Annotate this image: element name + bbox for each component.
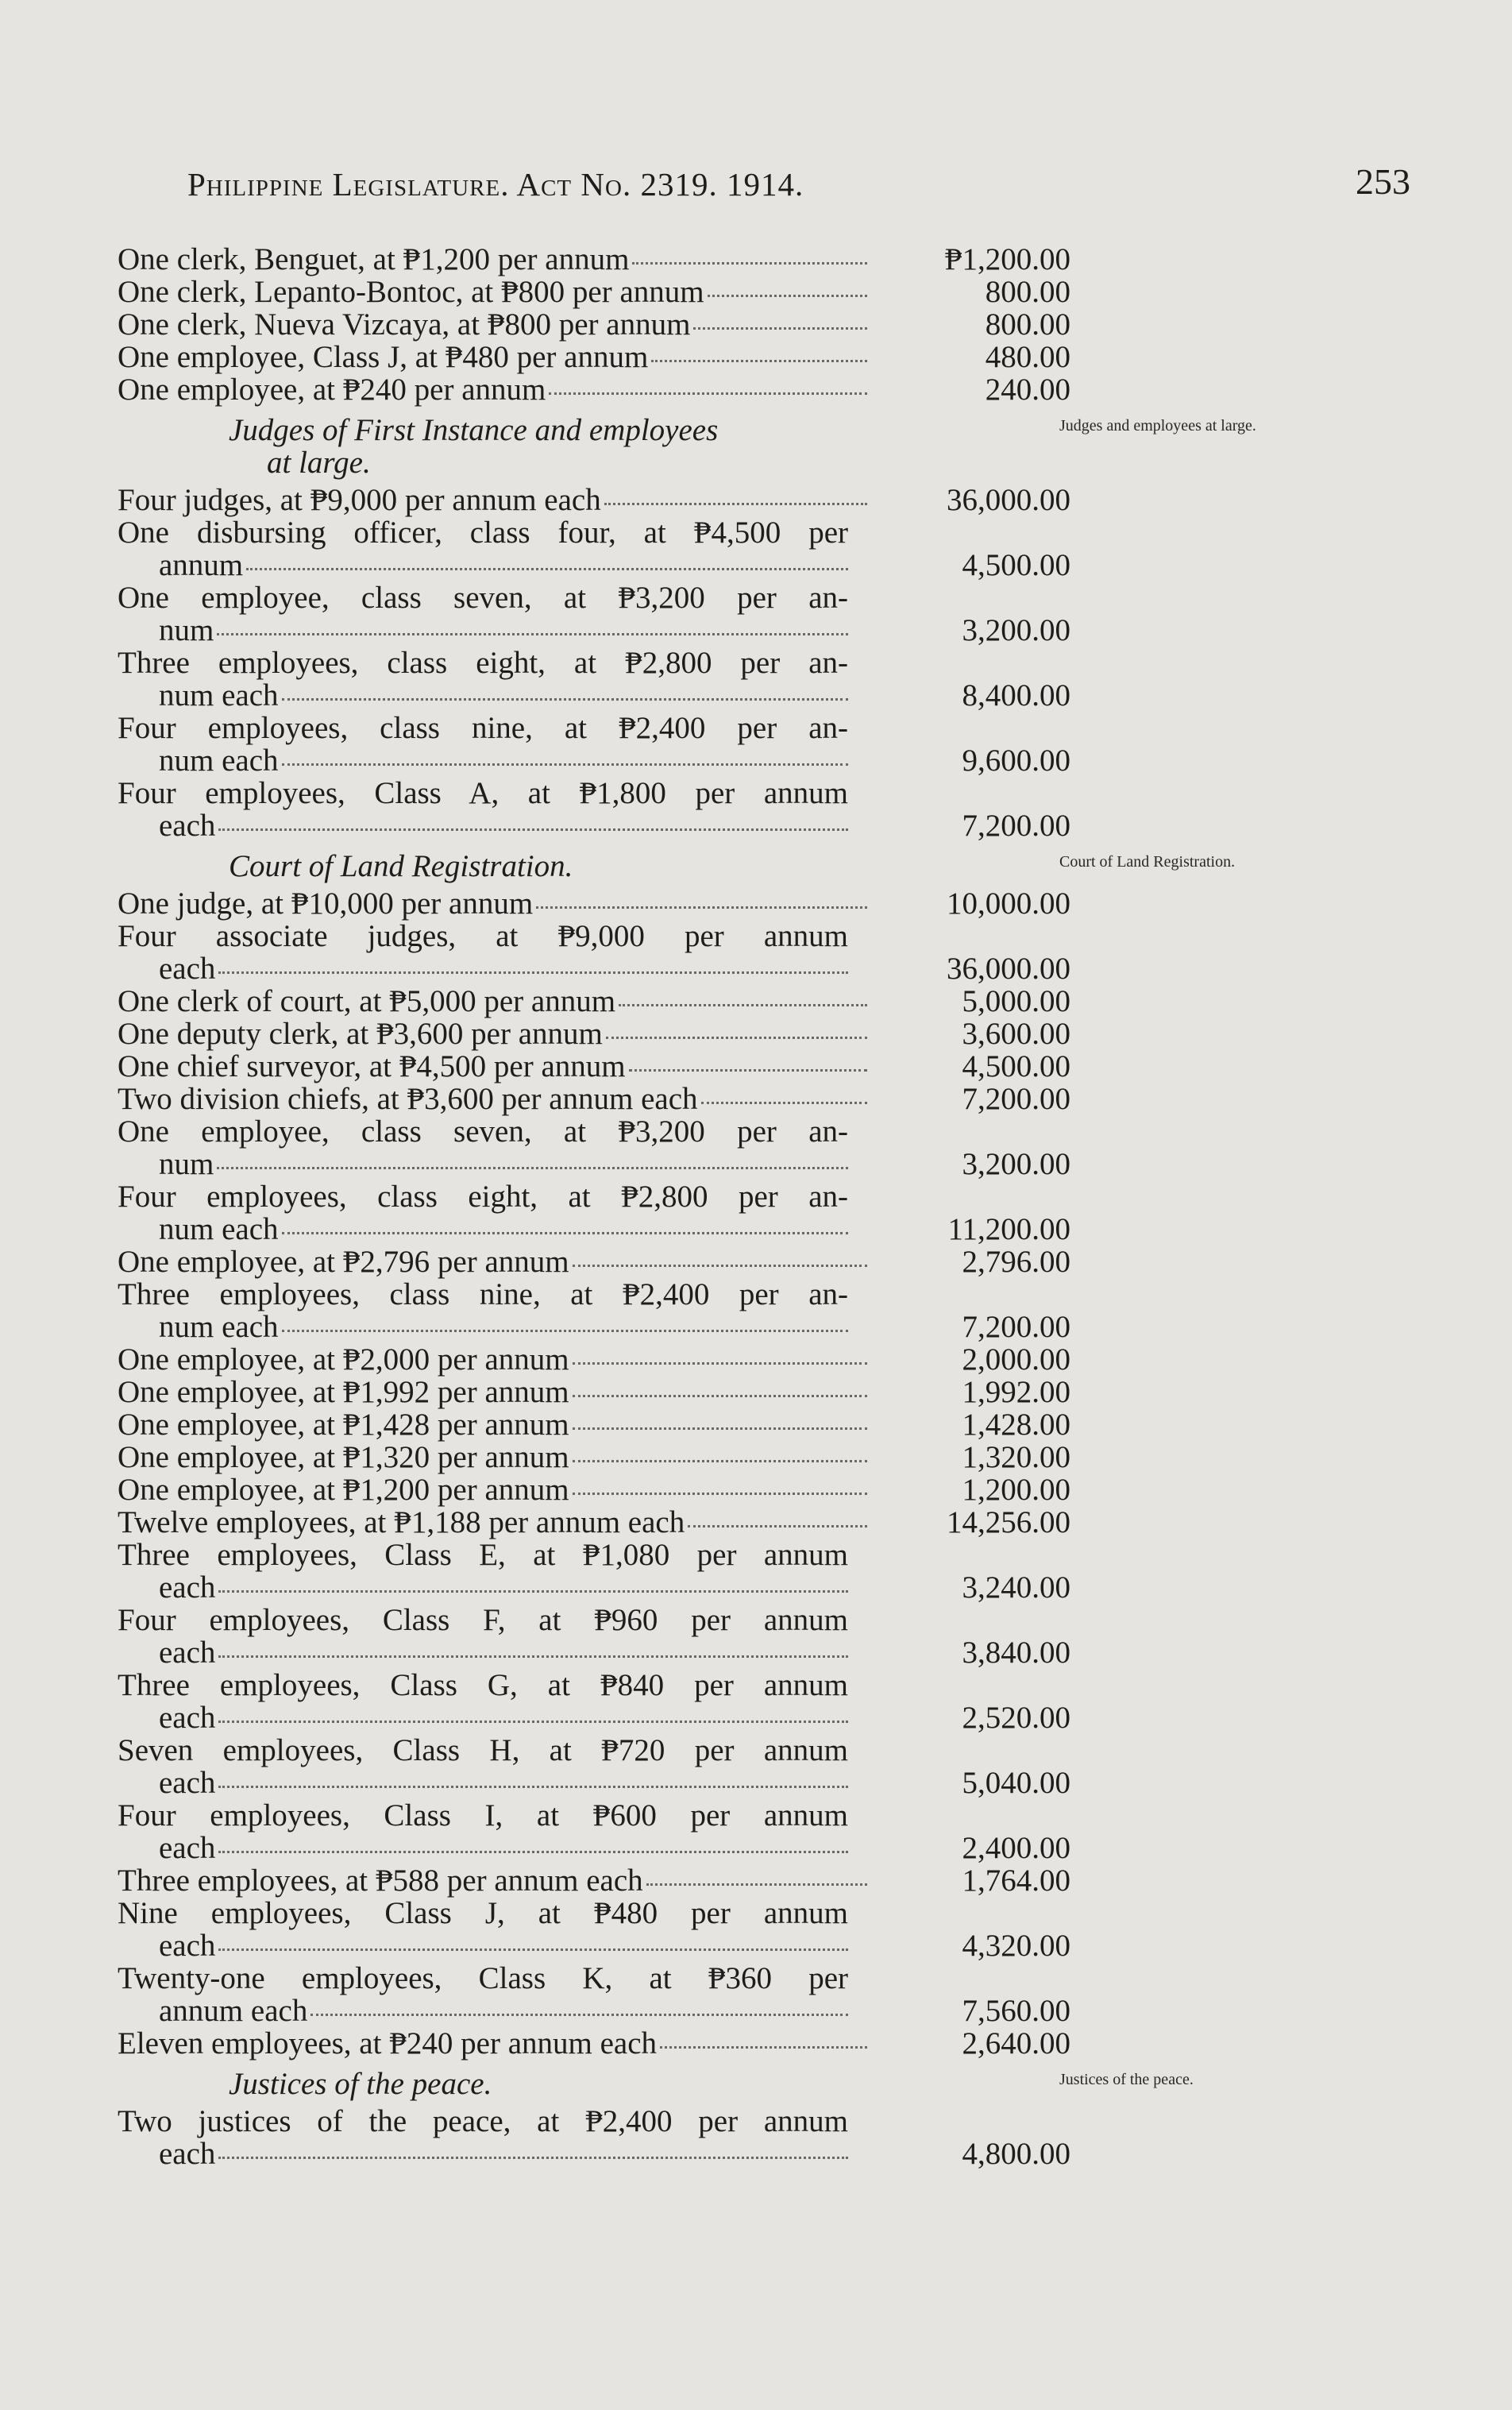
item-description-continued [159, 1213, 848, 1246]
dot-leader [573, 1395, 867, 1397]
item-description: Three employees, class nine, at ₱2,400 per an- [118, 1277, 848, 1311]
dot-leader [549, 392, 867, 395]
dot-leader [606, 1037, 867, 1039]
dot-leader [693, 327, 867, 330]
item-amount: 800.00 [985, 307, 1070, 342]
item-description: One clerk, Nueva Vizcaya, at ₱800 per annum [118, 307, 691, 342]
item-amount: 2,796.00 [962, 1245, 1070, 1279]
item-description-continued [159, 1995, 848, 2027]
item-amount: 36,000.00 [947, 952, 1070, 986]
item-description-end: each [159, 1766, 216, 1800]
item-description: One clerk, Lepanto-Bontoc, at ₱800 per annum [118, 275, 704, 309]
dot-leader [573, 1427, 867, 1430]
item-description: Four employees, Class F, at ₱960 per annum [118, 1603, 848, 1637]
line-item [118, 1115, 1070, 1180]
item-description-end: each [159, 952, 216, 986]
item-description: Two justices of the peace, at ₱2,400 per annum [118, 2104, 848, 2138]
running-header [187, 161, 1410, 213]
item-description: Four employees, class eight, at ₱2,800 per an- [118, 1180, 848, 1214]
section-heading-line: at large. [267, 446, 371, 480]
item-description: One employee, at ₱2,000 per annum [118, 1342, 569, 1377]
item-amount: 5,000.00 [962, 984, 1070, 1018]
item-description: Eleven employees, at ₱240 per annum each [118, 2026, 658, 2060]
line-item [118, 484, 1070, 516]
item-amount: 5,040.00 [962, 1766, 1070, 1800]
item-description-end: num each [159, 743, 279, 778]
dot-leader [217, 633, 848, 635]
line-item [118, 1473, 1070, 1506]
line-item [118, 1897, 1070, 1962]
line-item [118, 1408, 1070, 1441]
item-description-continued [159, 549, 848, 581]
dot-leader [282, 763, 848, 766]
item-description: Four employees, class nine, at ₱2,400 per an- [118, 711, 848, 745]
item-description: One employee, at ₱2,796 per annum [118, 1245, 569, 1279]
line-item [118, 712, 1070, 777]
dot-leader [218, 1655, 848, 1658]
line-item [118, 1669, 1070, 1734]
page-number: 253 [1356, 161, 1410, 202]
item-description: One employee, at ₱1,428 per annum [118, 1408, 569, 1442]
item-description-end: annum each [159, 1994, 308, 2028]
line-item [118, 1734, 1070, 1799]
section [118, 2068, 1070, 2170]
item-amount: 800.00 [985, 275, 1070, 309]
item-description: Three employees, class eight, at ₱2,800 per an- [118, 646, 848, 680]
item-amount: 4,320.00 [962, 1929, 1070, 1963]
item-amount: 3,200.00 [962, 1147, 1070, 1181]
item-description: Four employees, Class A, at ₱1,800 per annum [118, 776, 848, 810]
line-item [118, 2027, 1070, 2060]
item-description: Four judges, at ₱9,000 per annum each [118, 483, 601, 517]
section-heading-line: Judges of First Instance and employees [229, 413, 719, 447]
item-description-continued [159, 1571, 848, 1604]
dot-leader [632, 262, 867, 265]
item-description-continued [159, 1929, 848, 1962]
item-description-continued [159, 614, 848, 647]
item-description: Twenty-one employees, Class K, at ₱360 per [118, 1961, 848, 1995]
line-item [118, 1376, 1070, 1408]
item-description-end: num each [159, 678, 279, 713]
item-amount: 14,256.00 [947, 1505, 1070, 1539]
item-description: Three employees, Class G, at ₱840 per annum [118, 1668, 848, 1702]
item-description: One employee, at ₱1,200 per annum [118, 1473, 569, 1507]
item-amount: 1,992.00 [962, 1375, 1070, 1409]
item-description: One employee, class seven, at ₱3,200 per an- [118, 1114, 848, 1149]
item-amount: 7,200.00 [962, 809, 1070, 843]
item-description: One judge, at ₱10,000 per annum [118, 886, 534, 921]
margin-note: Judges and employees at large. [1059, 417, 1256, 434]
item-amount: 3,200.00 [962, 613, 1070, 647]
item-amount: 3,840.00 [962, 1636, 1070, 1670]
dot-leader [688, 1525, 867, 1527]
item-amount: 2,520.00 [962, 1701, 1070, 1735]
item-description: One disbursing officer, class four, at ₱4,500 per [118, 516, 848, 550]
dot-leader [218, 1786, 848, 1788]
item-description-continued [159, 1832, 848, 1864]
section-heading [118, 850, 1070, 883]
dot-leader [218, 828, 848, 831]
dot-leader [604, 503, 867, 505]
item-amount: 7,560.00 [962, 1994, 1070, 2028]
item-description-end: num [159, 613, 214, 647]
section [118, 850, 1070, 2060]
item-description-end: each [159, 1929, 216, 1963]
item-amount: 1,428.00 [962, 1408, 1070, 1442]
item-description-continued [159, 2138, 848, 2170]
line-item [118, 1799, 1070, 1864]
item-description-continued [159, 1311, 848, 1343]
line-item [118, 1506, 1070, 1539]
item-description-end: num each [159, 1310, 279, 1344]
item-description-end: each [159, 2137, 216, 2171]
line-item [118, 1864, 1070, 1897]
dot-leader [282, 1330, 848, 1332]
dot-leader [573, 1362, 867, 1365]
line-item [118, 1441, 1070, 1473]
line-item [118, 373, 1070, 406]
dot-leader [282, 1232, 848, 1234]
dot-leader [629, 1069, 867, 1072]
item-description: Nine employees, Class J, at ₱480 per annum [118, 1896, 848, 1930]
item-amount: 8,400.00 [962, 678, 1070, 713]
dot-leader [660, 2046, 867, 2049]
line-item [118, 887, 1070, 920]
dot-leader [218, 1851, 848, 1853]
item-description-end: each [159, 1570, 216, 1605]
item-amount: 1,320.00 [962, 1440, 1070, 1474]
header-title: Philippine Legislature. Act No. 2319. 1914. [187, 166, 804, 203]
section [118, 414, 1070, 842]
item-description-continued [159, 1148, 848, 1180]
item-description-end: num [159, 1147, 214, 1181]
item-amount: 2,000.00 [962, 1342, 1070, 1377]
item-description-continued [159, 1636, 848, 1669]
item-description-continued [159, 952, 848, 985]
dot-leader [573, 1265, 867, 1267]
item-description-continued [159, 809, 848, 842]
item-description: Three employees, at ₱588 per annum each [118, 1864, 643, 1898]
item-description-end: annum [159, 548, 244, 582]
item-amount: 480.00 [985, 340, 1070, 374]
item-amount: 4,500.00 [962, 548, 1070, 582]
dot-leader [646, 1883, 867, 1886]
line-item [118, 1018, 1070, 1050]
item-description: One chief surveyor, at ₱4,500 per annum [118, 1049, 626, 1083]
item-amount: 9,600.00 [962, 743, 1070, 778]
appropriation-list [118, 243, 1070, 2170]
item-description: Two division chiefs, at ₱3,600 per annum each [118, 1082, 698, 1116]
dot-leader [619, 1004, 867, 1006]
dot-leader [282, 698, 848, 701]
line-item [118, 341, 1070, 373]
margin-note: Justices of the peace. [1059, 2071, 1194, 2088]
line-item [118, 2105, 1070, 2170]
dot-leader [218, 1948, 848, 1951]
item-amount: 11,200.00 [947, 1212, 1070, 1246]
line-item [118, 1539, 1070, 1604]
item-amount: 1,764.00 [962, 1864, 1070, 1898]
line-item [118, 243, 1070, 276]
item-description: Twelve employees, at ₱1,188 per annum each [118, 1505, 685, 1539]
item-description: One employee, at ₱240 per annum [118, 373, 546, 407]
line-item [118, 1083, 1070, 1115]
item-amount: 1,200.00 [962, 1473, 1070, 1507]
line-item [118, 1343, 1070, 1376]
item-amount: 10,000.00 [947, 886, 1070, 921]
item-description: Three employees, Class E, at ₱1,080 per annum [118, 1538, 848, 1572]
item-description-end: num each [159, 1212, 279, 1246]
item-description-continued [159, 744, 848, 777]
item-description: Seven employees, Class H, at ₱720 per annum [118, 1733, 848, 1767]
dot-leader [573, 1460, 867, 1462]
item-description: One employee, at ₱1,992 per annum [118, 1375, 569, 1409]
item-amount: 240.00 [985, 373, 1070, 407]
section-heading-line: Justices of the peace. [229, 2067, 492, 2101]
item-description-end: each [159, 809, 216, 843]
item-description: Four associate judges, at ₱9,000 per annum [118, 919, 848, 953]
dot-leader [701, 1102, 867, 1104]
dot-leader [246, 568, 848, 570]
item-description: Four employees, Class I, at ₱600 per annum [118, 1798, 848, 1833]
item-description: One clerk of court, at ₱5,000 per annum [118, 984, 616, 1018]
item-amount: 7,200.00 [962, 1082, 1070, 1116]
line-item [118, 920, 1070, 985]
item-description-continued [159, 1767, 848, 1799]
item-description: One employee, class seven, at ₱3,200 per an- [118, 581, 848, 615]
line-item [118, 581, 1070, 647]
dot-leader [536, 906, 867, 909]
line-item [118, 276, 1070, 308]
line-item [118, 1246, 1070, 1278]
dot-leader [218, 2157, 848, 2159]
line-item [118, 1050, 1070, 1083]
section-heading-line: Court of Land Registration. [229, 849, 573, 883]
dot-leader [310, 2014, 848, 2016]
item-description-end: each [159, 1831, 216, 1865]
line-item [118, 1604, 1070, 1669]
line-item [118, 516, 1070, 581]
section [118, 243, 1070, 406]
item-amount: 36,000.00 [947, 483, 1070, 517]
line-item [118, 1278, 1070, 1343]
item-description: One employee, at ₱1,320 per annum [118, 1440, 569, 1474]
dot-leader [218, 1590, 848, 1593]
item-description-continued [159, 1701, 848, 1734]
section-heading [118, 2068, 1070, 2100]
item-description: One employee, Class J, at ₱480 per annum [118, 340, 649, 374]
item-amount: 3,600.00 [962, 1017, 1070, 1051]
line-item [118, 308, 1070, 341]
item-description-end: each [159, 1636, 216, 1670]
line-item [118, 777, 1070, 842]
dot-leader [708, 295, 867, 297]
dot-leader [218, 1721, 848, 1723]
line-item [118, 647, 1070, 712]
item-description-end: each [159, 1701, 216, 1735]
item-description: One deputy clerk, at ₱3,600 per annum [118, 1017, 603, 1051]
item-amount: 2,400.00 [962, 1831, 1070, 1865]
item-amount: 2,640.00 [962, 2026, 1070, 2060]
line-item [118, 1962, 1070, 2027]
section-heading [118, 414, 1070, 479]
item-amount: ₱1,200.00 [944, 242, 1070, 276]
dot-leader [217, 1167, 848, 1169]
item-description-continued [159, 679, 848, 712]
item-amount: 3,240.00 [962, 1570, 1070, 1605]
dot-leader [651, 360, 867, 362]
dot-leader [573, 1493, 867, 1495]
line-item [118, 1180, 1070, 1246]
item-description: One clerk, Benguet, at ₱1,200 per annum [118, 242, 630, 276]
dot-leader [218, 971, 848, 974]
item-amount: 4,500.00 [962, 1049, 1070, 1083]
line-item [118, 985, 1070, 1018]
item-amount: 4,800.00 [962, 2137, 1070, 2171]
item-amount: 7,200.00 [962, 1310, 1070, 1344]
margin-note: Court of Land Registration. [1059, 853, 1236, 871]
